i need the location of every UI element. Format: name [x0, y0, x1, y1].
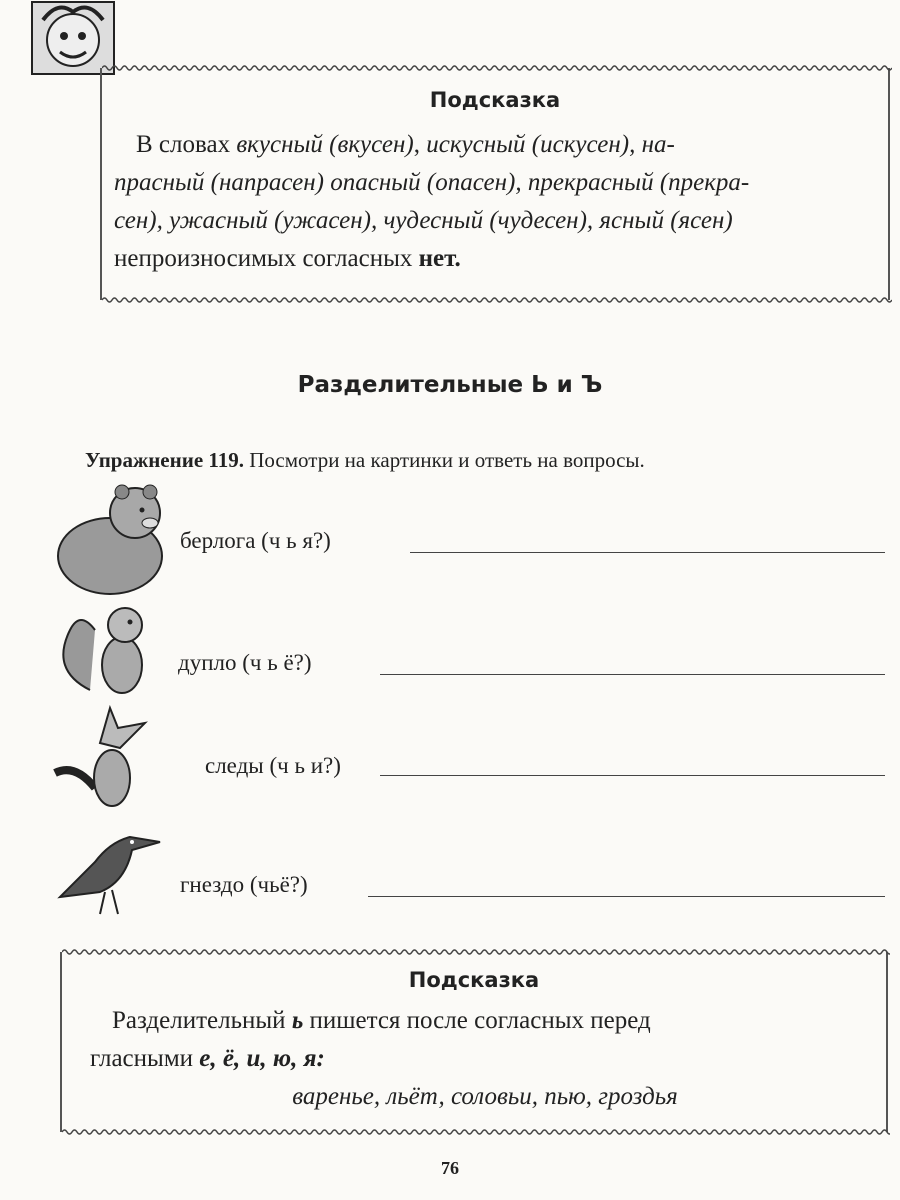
text-segment: непроизносимых согласных [114, 245, 419, 272]
text-line [90, 1002, 880, 1040]
question-text: гнездо (чьё?) [180, 872, 308, 897]
answer-line[interactable] [368, 896, 885, 897]
text-line [114, 126, 884, 164]
text-segment: (вкусен) [329, 131, 414, 158]
text-line [114, 240, 884, 278]
hint-title: Подсказка [429, 88, 561, 112]
page-number: 76 [441, 1158, 459, 1178]
text-segment: нет. [418, 245, 461, 272]
text-line [90, 1040, 880, 1078]
exercise-number: Упражнение 119. [85, 448, 244, 472]
text-line [114, 202, 884, 240]
answer-line[interactable] [410, 552, 885, 553]
exercise-item-bear [50, 478, 890, 598]
crow-illustration [50, 822, 165, 922]
wavy-border [102, 296, 892, 304]
text-segment: сен), ужасный (ужасен), чудесный (чудесен), ясный (ясен) [114, 207, 733, 234]
hint-box-1 [100, 68, 890, 300]
wavy-border [62, 948, 890, 956]
text-segment: прасный (напрасен) опасный (опасен), прекрасный (прекра- [114, 169, 750, 196]
text-segment: ь [291, 1007, 304, 1034]
bear-illustration [50, 478, 175, 598]
text-segment: В словах [136, 131, 237, 158]
hint-text [114, 126, 884, 278]
question-text: дупло (ч ь ё?) [178, 650, 312, 675]
text-segment: вкусный [236, 131, 323, 158]
exercise-item-fox [50, 703, 890, 813]
wavy-border [62, 1128, 890, 1136]
answer-line[interactable] [380, 775, 885, 776]
text-segment: е, ё, и, ю, я: [199, 1045, 325, 1072]
text-segment: (искусен) [531, 131, 630, 158]
text-segment: пишется после согласных перед [303, 1007, 651, 1034]
exercise-instruction [85, 448, 645, 473]
hint-title: Подсказка [408, 968, 540, 992]
answer-line[interactable] [380, 674, 885, 675]
text-segment: гласными [90, 1045, 200, 1072]
exercise-item-squirrel [50, 600, 890, 700]
section-heading: Разделительные Ь и Ъ [297, 372, 603, 398]
question-text: берлога (ч ь я?) [180, 528, 331, 553]
exercise-text: Посмотри на картинки и ответь на вопросы. [243, 448, 645, 472]
text-segment: , [413, 131, 427, 158]
text-line [114, 164, 884, 202]
wavy-border [102, 64, 892, 72]
text-segment: , на- [629, 131, 675, 158]
text-segment: Разделительный [112, 1007, 292, 1034]
exercise-item-crow [50, 822, 890, 922]
hint-text [90, 1002, 880, 1116]
squirrel-illustration [50, 600, 160, 700]
text-segment: варенье, льёт, соловьи, пью, гроздья [292, 1083, 678, 1110]
text-line [90, 1078, 880, 1116]
hint-box-2 [60, 952, 888, 1132]
question-text: следы (ч ь и?) [205, 753, 341, 778]
text-segment: искусный [426, 131, 526, 158]
fox-illustration [50, 703, 165, 813]
